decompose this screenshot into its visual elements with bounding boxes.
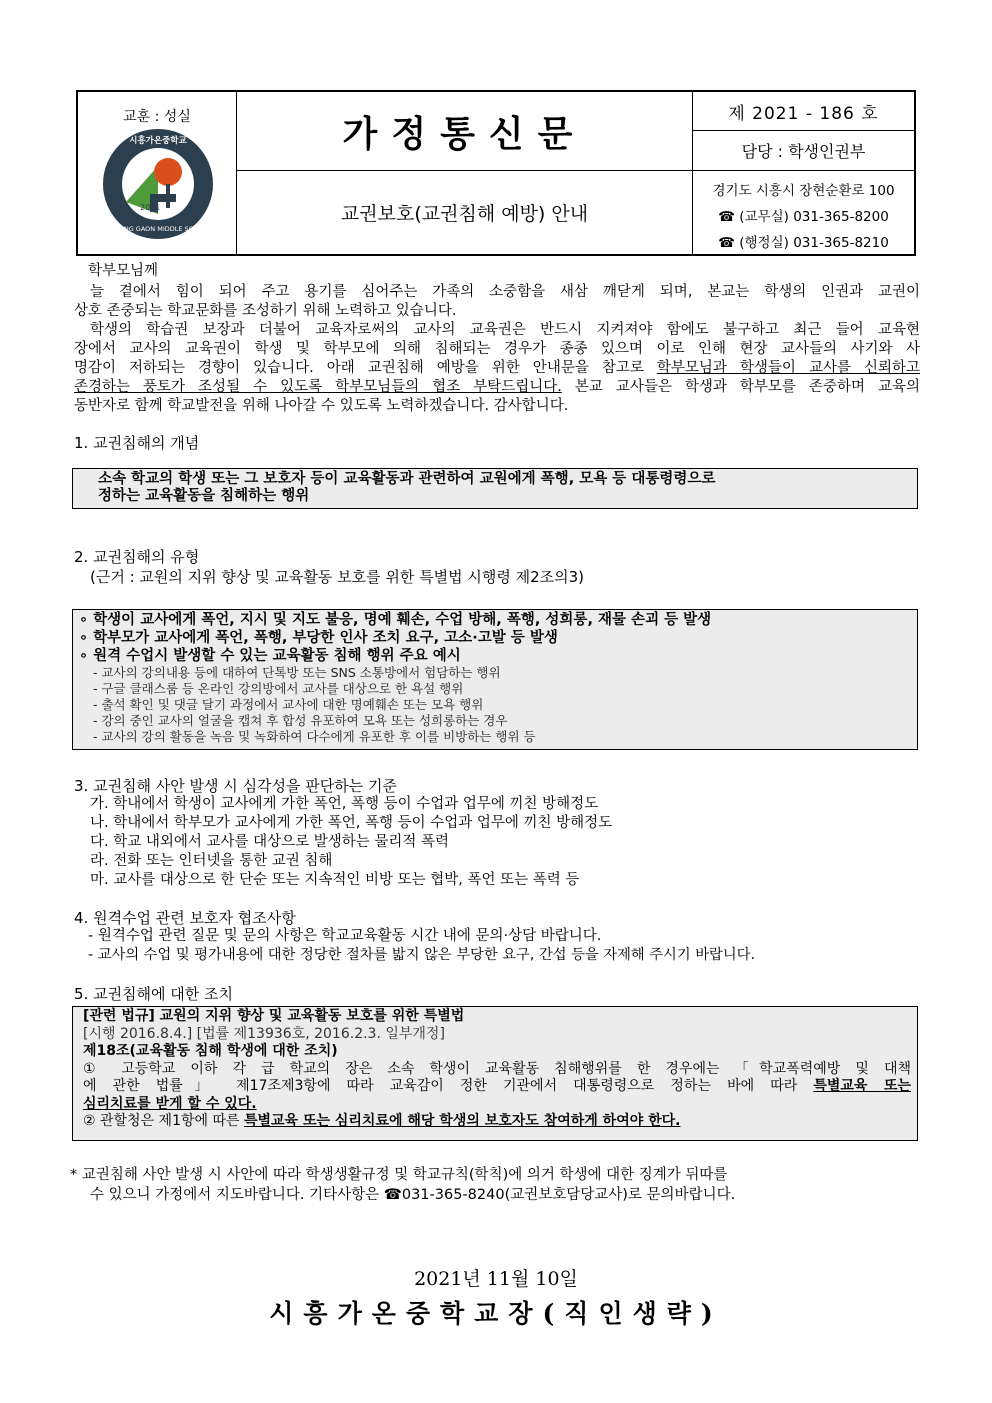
list-item: - 교사의 수업 및 평가내용에 대한 정당한 절차를 밟지 않은 부당한 요구, 간섭 등을 자제해 주시기 바랍니다. [88, 947, 756, 963]
department-cell [693, 131, 914, 171]
salutation: 학부모님께 [88, 263, 159, 279]
title-cell [237, 92, 693, 171]
subtitle-cell [237, 171, 693, 254]
svg-text:2021: 2021 [140, 203, 161, 212]
section4-title: 4. 원격수업 관련 보호자 협조사항 [74, 909, 296, 927]
law-clause2: ② 관할청은 제1항에 따른 특별교육 또는 심리치료에 해당 학생의 보호자도 참여하게 하여야 한다. [83, 1113, 681, 1129]
law-clause1-line3: 심리치료를 받게 할 수 있다. [83, 1095, 257, 1112]
list-subitem: - 출석 확인 및 댓글 달기 과정에서 교사에 대한 명예훼손 또는 모욕 행위 [93, 697, 484, 712]
list-item: ∘ 원격 수업시 발생할 수 있는 교육활동 침해 행위 주요 예시 [79, 648, 461, 664]
svg-text:시흥가온중학교: 시흥가온중학교 [129, 136, 187, 146]
section2-title: 2. 교권침해의 유형 [74, 548, 200, 566]
list-item: 마. 교사를 대상으로 한 단순 또는 지속적인 비방 또는 협박, 폭언 또는 폭력 등 [90, 872, 580, 888]
list-item: - 원격수업 관련 질문 및 문의 사항은 학교교육활동 시간 내에 문의·상담 바랍니다. [88, 928, 602, 944]
svg-text:SIHEUNG GAON MIDDLE SCHOOL: SIHEUNG GAON MIDDLE SCHOOL [104, 225, 212, 233]
list-subitem: - 구글 클래스룸 등 온라인 강의방에서 교사를 대상으로 한 욕설 행위 [93, 681, 464, 696]
issue-number: 제 2021 - 186 호 [728, 103, 879, 124]
list-subitem: - 교사의 강의내용 등에 대하여 단톡방 또는 SNS 소통방에서 험담하는 행위 [93, 665, 501, 680]
school-logo-icon [102, 128, 214, 240]
logo-cell [78, 92, 237, 254]
section1-box-line1: 소속 학교의 학생 또는 그 보호자 등이 교육활동과 관련하여 교원에게 폭행, 모욕 등 대통령령으로 [98, 471, 716, 487]
section1-box [72, 468, 918, 509]
intro-p2-line4: 존경하는 풍토가 조성될 수 있도록 학부모님들의 협조 부탁드립니다. 본교 교사들은 학생과 학부모를 존중하며 교육의 [74, 379, 920, 395]
department: 담당 : 학생인권부 [741, 142, 866, 161]
address-cell [693, 171, 914, 254]
law-meta: [시행 2016.8.4.] [법률 제13936호, 2016.2.3. 일부개정] [83, 1025, 445, 1042]
section1-box-line2: 정하는 교육활동을 침해하는 행위 [98, 488, 310, 504]
section5-title: 5. 교권침해에 대한 조치 [74, 985, 234, 1003]
note-line1: * 교권침해 사안 발생 시 사안에 따라 학생생활규정 및 학교규칙(학칙)에 의거 학생에 대한 징계가 뒤따를 [70, 1167, 728, 1183]
newsletter-title: 가정통신문 [342, 112, 587, 155]
list-item: ∘ 학부모가 교사에게 폭언, 폭행, 부당한 인사 조치 요구, 고소·고발 등 발생 [79, 630, 558, 646]
section2-basis: (근거 : 교원의 지위 향상 및 교육활동 보호를 위한 특별법 시행령 제2조의3) [90, 568, 585, 586]
note-line2: 수 있으니 가정에서 지도바랍니다. 기타사항은 ☎031-365-8240(교권보호담당교사)로 문의바랍니다. [90, 1187, 736, 1203]
list-item: 다. 학교 내외에서 교사를 대상으로 발생하는 물리적 폭력 [90, 834, 450, 850]
phone-office: ☎ (교무실) 031-365-8200 [718, 209, 889, 225]
newsletter-subtitle: 교권보호(교권침해 예방) 안내 [340, 203, 589, 225]
header-table [76, 90, 916, 256]
intro-p1-line1: 늘 곁에서 힘이 되어 주고 용기를 심어주는 가족의 소중함을 새삼 깨닫게 되며, 본교는 학생의 인권과 교권이 [90, 284, 920, 300]
intro-p2-line3: 명감이 저하되는 경향이 있습니다. 아래 교권침해 예방을 위한 안내문을 참고로 학부모님과 학생들이 교사를 신뢰하고 [74, 360, 920, 376]
law-clause1-line1: ① 고등학교 이하 각 급 학교의 장은 소속 학생이 교육활동 침해행위를 한 경우에는 「학교폭력예방 및 대책 [83, 1060, 911, 1077]
law-title: [관련 법규] 교원의 지위 향상 및 교육활동 보호를 위한 특별법 [83, 1008, 465, 1024]
principal-signature: 시흥가온중학교장(직인생략) [269, 1299, 723, 1328]
intro-p2-line1: 학생의 학습권 보장과 더불어 교육자로써의 교사의 교육권은 반드시 지켜져야 함에도 불구하고 최근 들어 교육현 [90, 322, 920, 338]
issue-date: 2021년 11월 10일 [414, 1268, 578, 1290]
list-item: 나. 학내에서 학부모가 교사에게 가한 폭언, 폭행 등이 수업과 업무에 끼친 방해정도 [90, 815, 613, 831]
list-subitem: - 강의 중인 교사의 얼굴을 캡쳐 후 합성 유포하여 모욕 또는 성희롱하는 경우 [93, 713, 508, 728]
issue-number-cell [693, 92, 914, 131]
phone-admin: ☎ (행정실) 031-365-8210 [718, 235, 889, 251]
list-item: 라. 전화 또는 인터넷을 통한 교권 침해 [90, 853, 333, 869]
law-clause1-line2: 에 관한 법률」 제17조제3항에 따라 교육감이 정한 기관에서 대통령령으로 정하는 바에 따라 특별교육 또는 [83, 1078, 911, 1094]
law-article: 제18조(교육활동 침해 학생에 대한 조치) [83, 1043, 338, 1059]
school-motto: 교훈 : 성실 [123, 109, 191, 125]
list-item: ∘ 학생이 교사에게 폭언, 지시 및 지도 불응, 명예 훼손, 수업 방해, 폭행, 성희롱, 재물 손괴 등 발생 [79, 612, 712, 628]
intro-p2-line5: 동반자로 함께 학교발전을 위해 나아갈 수 있도록 노력하겠습니다. 감사합니다. [74, 398, 569, 414]
section2-box [72, 609, 918, 750]
section1-title: 1. 교권침해의 개념 [74, 434, 200, 452]
list-subitem: - 교사의 강의 활동을 녹음 및 녹화하여 다수에게 유포한 후 이를 비방하는 행위 등 [93, 729, 536, 744]
intro-p2-line2: 장에서 교사의 교육권이 학생 및 학부모에 의해 침해되는 경우가 종종 있으며 이로 인해 현장 교사들의 사기와 사 [74, 341, 920, 357]
section5-law-box [72, 1006, 918, 1141]
school-address: 경기도 시흥시 장현순환로 100 [712, 183, 895, 199]
list-item: 가. 학내에서 학생이 교사에게 가한 폭언, 폭행 등이 수업과 업무에 끼친 방해정도 [90, 796, 599, 812]
section3-title: 3. 교권침해 사안 발생 시 심각성을 판단하는 기준 [74, 777, 397, 795]
intro-p1-line2: 상호 존중되는 학교문화를 조성하기 위해 노력하고 있습니다. [74, 303, 457, 319]
